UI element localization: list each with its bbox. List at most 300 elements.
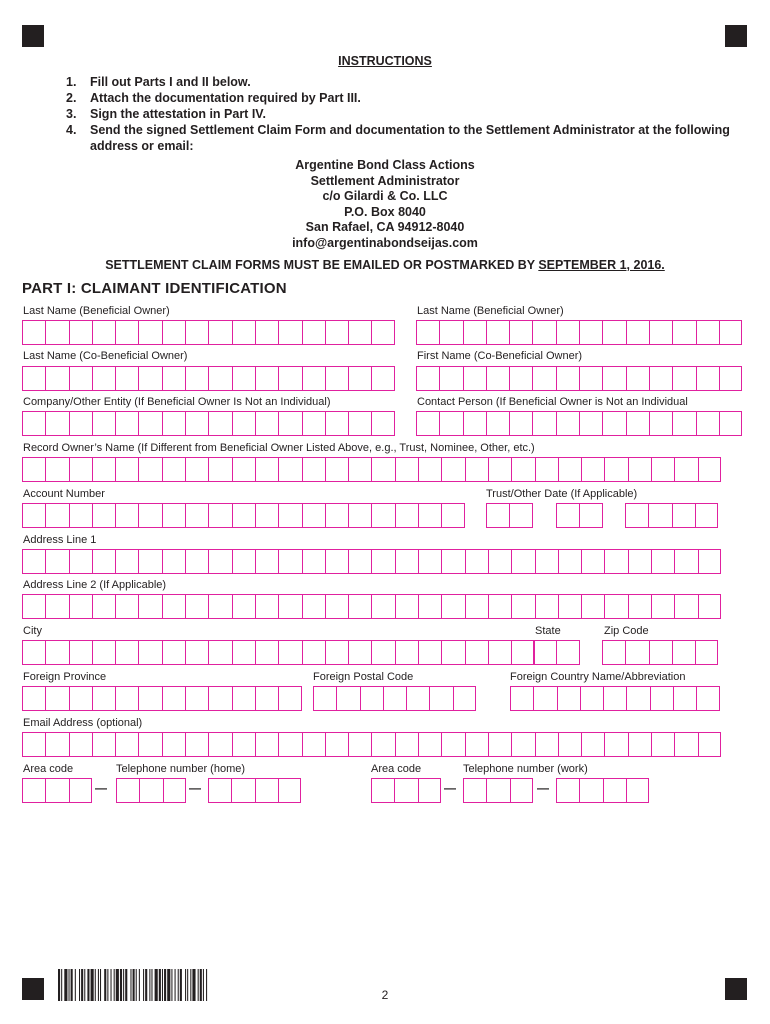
char-box[interactable]: [69, 549, 92, 574]
char-box[interactable]: [92, 594, 115, 619]
char-box[interactable]: [650, 686, 673, 711]
char-box[interactable]: [115, 503, 138, 528]
char-box[interactable]: [628, 594, 651, 619]
char-box[interactable]: [602, 640, 625, 665]
char-box[interactable]: [22, 457, 45, 482]
char-box[interactable]: [115, 549, 138, 574]
char-box[interactable]: [696, 366, 719, 391]
char-box[interactable]: [232, 320, 255, 345]
char-box[interactable]: [626, 411, 649, 436]
char-box[interactable]: [556, 366, 579, 391]
char-box[interactable]: [138, 549, 161, 574]
char-box[interactable]: [336, 686, 359, 711]
char-box[interactable]: [92, 503, 115, 528]
char-box[interactable]: [45, 549, 68, 574]
char-box[interactable]: [371, 549, 394, 574]
char-box[interactable]: [232, 732, 255, 757]
char-box[interactable]: [429, 686, 452, 711]
char-box[interactable]: [395, 594, 418, 619]
char-box[interactable]: [463, 320, 486, 345]
char-box[interactable]: [463, 366, 486, 391]
char-box[interactable]: [486, 778, 509, 803]
char-box[interactable]: [115, 366, 138, 391]
char-box[interactable]: [395, 640, 418, 665]
char-box[interactable]: [115, 594, 138, 619]
char-box[interactable]: [231, 778, 254, 803]
char-box[interactable]: [465, 549, 488, 574]
char-box[interactable]: [69, 320, 92, 345]
char-box[interactable]: [302, 320, 325, 345]
char-box[interactable]: [626, 686, 649, 711]
char-box[interactable]: [278, 411, 301, 436]
char-box[interactable]: [208, 320, 231, 345]
char-box[interactable]: [45, 411, 68, 436]
char-box[interactable]: [486, 503, 509, 528]
char-box[interactable]: [232, 411, 255, 436]
char-box[interactable]: [509, 320, 532, 345]
char-box[interactable]: [439, 366, 462, 391]
char-box[interactable]: [651, 732, 674, 757]
char-box[interactable]: [255, 457, 278, 482]
char-box[interactable]: [45, 732, 68, 757]
char-box[interactable]: [138, 503, 161, 528]
char-box[interactable]: [115, 457, 138, 482]
char-box[interactable]: [45, 640, 68, 665]
char-box[interactable]: [672, 411, 695, 436]
char-box[interactable]: [255, 366, 278, 391]
char-box[interactable]: [278, 640, 301, 665]
char-box[interactable]: [371, 320, 394, 345]
char-box[interactable]: [511, 457, 534, 482]
char-box[interactable]: [278, 594, 301, 619]
char-box[interactable]: [441, 549, 464, 574]
char-box[interactable]: [185, 686, 208, 711]
char-box[interactable]: [45, 686, 68, 711]
char-box[interactable]: [348, 549, 371, 574]
char-box[interactable]: [674, 549, 697, 574]
char-box[interactable]: [556, 503, 579, 528]
char-box[interactable]: [535, 594, 558, 619]
char-box[interactable]: [348, 366, 371, 391]
char-box[interactable]: [580, 686, 603, 711]
char-box[interactable]: [22, 732, 45, 757]
char-box[interactable]: [348, 457, 371, 482]
char-box[interactable]: [604, 549, 627, 574]
char-box[interactable]: [579, 503, 602, 528]
char-box[interactable]: [45, 594, 68, 619]
char-box[interactable]: [602, 320, 625, 345]
char-box[interactable]: [649, 411, 672, 436]
char-box[interactable]: [185, 640, 208, 665]
char-box[interactable]: [463, 411, 486, 436]
char-box[interactable]: [162, 366, 185, 391]
char-box[interactable]: [558, 732, 581, 757]
char-box[interactable]: [626, 320, 649, 345]
char-box[interactable]: [383, 686, 406, 711]
char-box[interactable]: [348, 732, 371, 757]
char-box[interactable]: [581, 549, 604, 574]
char-box[interactable]: [138, 594, 161, 619]
char-box[interactable]: [556, 778, 579, 803]
char-box[interactable]: [45, 778, 68, 803]
char-box[interactable]: [696, 686, 719, 711]
char-box[interactable]: [348, 503, 371, 528]
char-box[interactable]: [625, 640, 648, 665]
char-box[interactable]: [278, 686, 301, 711]
char-box[interactable]: [232, 366, 255, 391]
char-box[interactable]: [511, 732, 534, 757]
char-box[interactable]: [302, 457, 325, 482]
char-box[interactable]: [163, 778, 186, 803]
char-box[interactable]: [463, 778, 486, 803]
char-box[interactable]: [185, 366, 208, 391]
char-box[interactable]: [138, 686, 161, 711]
char-box[interactable]: [395, 457, 418, 482]
char-box[interactable]: [556, 411, 579, 436]
char-box[interactable]: [255, 594, 278, 619]
char-box[interactable]: [302, 503, 325, 528]
char-box[interactable]: [558, 594, 581, 619]
char-box[interactable]: [139, 778, 162, 803]
char-box[interactable]: [162, 640, 185, 665]
char-box[interactable]: [604, 457, 627, 482]
char-box[interactable]: [602, 411, 625, 436]
char-box[interactable]: [558, 457, 581, 482]
char-box[interactable]: [22, 778, 45, 803]
char-box[interactable]: [208, 457, 231, 482]
char-box[interactable]: [22, 366, 45, 391]
char-box[interactable]: [532, 366, 555, 391]
char-box[interactable]: [278, 549, 301, 574]
char-box[interactable]: [325, 594, 348, 619]
char-box[interactable]: [92, 366, 115, 391]
char-box[interactable]: [255, 778, 278, 803]
char-box[interactable]: [69, 732, 92, 757]
char-box[interactable]: [162, 320, 185, 345]
char-box[interactable]: [69, 411, 92, 436]
char-box[interactable]: [695, 503, 718, 528]
char-box[interactable]: [69, 594, 92, 619]
char-box[interactable]: [255, 549, 278, 574]
char-box[interactable]: [698, 594, 721, 619]
char-box[interactable]: [162, 594, 185, 619]
char-box[interactable]: [92, 640, 115, 665]
char-box[interactable]: [418, 457, 441, 482]
char-box[interactable]: [22, 640, 45, 665]
char-box[interactable]: [441, 732, 464, 757]
char-box[interactable]: [45, 503, 68, 528]
char-box[interactable]: [628, 732, 651, 757]
char-box[interactable]: [486, 320, 509, 345]
char-box[interactable]: [695, 640, 718, 665]
char-box[interactable]: [558, 549, 581, 574]
char-box[interactable]: [532, 411, 555, 436]
char-box[interactable]: [92, 732, 115, 757]
char-box[interactable]: [488, 594, 511, 619]
char-box[interactable]: [674, 732, 697, 757]
char-box[interactable]: [278, 732, 301, 757]
char-box[interactable]: [162, 549, 185, 574]
char-box[interactable]: [394, 778, 417, 803]
char-box[interactable]: [92, 549, 115, 574]
char-box[interactable]: [116, 778, 139, 803]
char-box[interactable]: [138, 320, 161, 345]
char-box[interactable]: [672, 366, 695, 391]
char-box[interactable]: [579, 366, 602, 391]
char-box[interactable]: [278, 366, 301, 391]
char-box[interactable]: [255, 320, 278, 345]
char-box[interactable]: [185, 320, 208, 345]
char-box[interactable]: [45, 320, 68, 345]
char-box[interactable]: [22, 320, 45, 345]
char-box[interactable]: [579, 411, 602, 436]
char-box[interactable]: [698, 549, 721, 574]
char-box[interactable]: [185, 457, 208, 482]
char-box[interactable]: [672, 640, 695, 665]
char-box[interactable]: [509, 503, 532, 528]
char-box[interactable]: [69, 686, 92, 711]
char-box[interactable]: [185, 549, 208, 574]
char-box[interactable]: [371, 640, 394, 665]
char-box[interactable]: [22, 411, 45, 436]
char-box[interactable]: [673, 686, 696, 711]
char-box[interactable]: [698, 457, 721, 482]
char-box[interactable]: [651, 594, 674, 619]
char-box[interactable]: [418, 778, 441, 803]
char-box[interactable]: [185, 732, 208, 757]
char-box[interactable]: [325, 366, 348, 391]
char-box[interactable]: [232, 457, 255, 482]
char-box[interactable]: [115, 320, 138, 345]
char-box[interactable]: [348, 411, 371, 436]
char-box[interactable]: [604, 732, 627, 757]
char-box[interactable]: [418, 594, 441, 619]
char-box[interactable]: [416, 411, 439, 436]
char-box[interactable]: [672, 320, 695, 345]
char-box[interactable]: [22, 549, 45, 574]
char-box[interactable]: [278, 320, 301, 345]
char-box[interactable]: [208, 366, 231, 391]
char-box[interactable]: [698, 732, 721, 757]
char-box[interactable]: [510, 778, 533, 803]
char-box[interactable]: [92, 686, 115, 711]
char-box[interactable]: [255, 686, 278, 711]
char-box[interactable]: [603, 686, 626, 711]
char-box[interactable]: [208, 778, 231, 803]
char-box[interactable]: [649, 320, 672, 345]
char-box[interactable]: [208, 503, 231, 528]
char-box[interactable]: [441, 640, 464, 665]
char-box[interactable]: [325, 549, 348, 574]
char-box[interactable]: [138, 732, 161, 757]
char-box[interactable]: [185, 503, 208, 528]
char-box[interactable]: [628, 549, 651, 574]
char-box[interactable]: [325, 457, 348, 482]
char-box[interactable]: [649, 366, 672, 391]
char-box[interactable]: [649, 640, 672, 665]
char-box[interactable]: [278, 457, 301, 482]
char-box[interactable]: [488, 457, 511, 482]
char-box[interactable]: [208, 732, 231, 757]
char-box[interactable]: [509, 366, 532, 391]
char-box[interactable]: [603, 778, 626, 803]
char-box[interactable]: [511, 640, 534, 665]
char-box[interactable]: [651, 549, 674, 574]
char-box[interactable]: [348, 640, 371, 665]
char-box[interactable]: [625, 503, 648, 528]
char-box[interactable]: [719, 411, 742, 436]
char-box[interactable]: [581, 457, 604, 482]
char-box[interactable]: [441, 503, 464, 528]
char-box[interactable]: [371, 778, 394, 803]
char-box[interactable]: [162, 503, 185, 528]
char-box[interactable]: [395, 732, 418, 757]
char-box[interactable]: [115, 686, 138, 711]
char-box[interactable]: [115, 640, 138, 665]
char-box[interactable]: [439, 320, 462, 345]
char-box[interactable]: [92, 411, 115, 436]
char-box[interactable]: [313, 686, 336, 711]
char-box[interactable]: [138, 366, 161, 391]
char-box[interactable]: [208, 594, 231, 619]
char-box[interactable]: [488, 732, 511, 757]
char-box[interactable]: [278, 503, 301, 528]
char-box[interactable]: [69, 457, 92, 482]
char-box[interactable]: [255, 732, 278, 757]
char-box[interactable]: [371, 732, 394, 757]
char-box[interactable]: [22, 503, 45, 528]
char-box[interactable]: [465, 732, 488, 757]
char-box[interactable]: [162, 411, 185, 436]
char-box[interactable]: [416, 320, 439, 345]
char-box[interactable]: [674, 594, 697, 619]
char-box[interactable]: [348, 320, 371, 345]
char-box[interactable]: [579, 320, 602, 345]
char-box[interactable]: [511, 594, 534, 619]
char-box[interactable]: [648, 503, 671, 528]
char-box[interactable]: [418, 503, 441, 528]
char-box[interactable]: [302, 411, 325, 436]
char-box[interactable]: [532, 320, 555, 345]
char-box[interactable]: [232, 503, 255, 528]
char-box[interactable]: [581, 594, 604, 619]
char-box[interactable]: [511, 549, 534, 574]
char-box[interactable]: [302, 549, 325, 574]
char-box[interactable]: [255, 503, 278, 528]
char-box[interactable]: [486, 411, 509, 436]
char-box[interactable]: [69, 366, 92, 391]
char-box[interactable]: [45, 366, 68, 391]
char-box[interactable]: [465, 457, 488, 482]
char-box[interactable]: [232, 640, 255, 665]
char-box[interactable]: [535, 549, 558, 574]
char-box[interactable]: [465, 594, 488, 619]
char-box[interactable]: [602, 366, 625, 391]
char-box[interactable]: [626, 366, 649, 391]
char-box[interactable]: [22, 686, 45, 711]
char-box[interactable]: [360, 686, 383, 711]
char-box[interactable]: [418, 732, 441, 757]
char-box[interactable]: [581, 732, 604, 757]
char-box[interactable]: [395, 503, 418, 528]
char-box[interactable]: [115, 411, 138, 436]
char-box[interactable]: [255, 411, 278, 436]
char-box[interactable]: [453, 686, 476, 711]
char-box[interactable]: [406, 686, 429, 711]
char-box[interactable]: [138, 411, 161, 436]
char-box[interactable]: [302, 366, 325, 391]
char-box[interactable]: [325, 640, 348, 665]
char-box[interactable]: [302, 594, 325, 619]
char-box[interactable]: [651, 457, 674, 482]
char-box[interactable]: [674, 457, 697, 482]
char-box[interactable]: [416, 366, 439, 391]
char-box[interactable]: [488, 549, 511, 574]
char-box[interactable]: [325, 732, 348, 757]
char-box[interactable]: [510, 686, 533, 711]
char-box[interactable]: [162, 457, 185, 482]
char-box[interactable]: [92, 320, 115, 345]
char-box[interactable]: [418, 549, 441, 574]
char-box[interactable]: [371, 366, 394, 391]
char-box[interactable]: [185, 594, 208, 619]
char-box[interactable]: [604, 594, 627, 619]
char-box[interactable]: [465, 640, 488, 665]
char-box[interactable]: [348, 594, 371, 619]
char-box[interactable]: [208, 640, 231, 665]
char-box[interactable]: [533, 686, 556, 711]
char-box[interactable]: [69, 778, 92, 803]
char-box[interactable]: [325, 503, 348, 528]
char-box[interactable]: [371, 411, 394, 436]
char-box[interactable]: [441, 594, 464, 619]
char-box[interactable]: [672, 503, 695, 528]
char-box[interactable]: [138, 457, 161, 482]
char-box[interactable]: [371, 457, 394, 482]
char-box[interactable]: [509, 411, 532, 436]
char-box[interactable]: [488, 640, 511, 665]
char-box[interactable]: [371, 503, 394, 528]
char-box[interactable]: [719, 366, 742, 391]
char-box[interactable]: [439, 411, 462, 436]
char-box[interactable]: [696, 411, 719, 436]
char-box[interactable]: [719, 320, 742, 345]
char-box[interactable]: [696, 320, 719, 345]
char-box[interactable]: [418, 640, 441, 665]
char-box[interactable]: [69, 640, 92, 665]
char-box[interactable]: [92, 457, 115, 482]
char-box[interactable]: [325, 320, 348, 345]
char-box[interactable]: [556, 640, 579, 665]
char-box[interactable]: [325, 411, 348, 436]
char-box[interactable]: [579, 778, 602, 803]
char-box[interactable]: [208, 686, 231, 711]
char-box[interactable]: [115, 732, 138, 757]
char-box[interactable]: [208, 411, 231, 436]
char-box[interactable]: [486, 366, 509, 391]
char-box[interactable]: [395, 549, 418, 574]
char-box[interactable]: [185, 411, 208, 436]
char-box[interactable]: [232, 686, 255, 711]
char-box[interactable]: [371, 594, 394, 619]
char-box[interactable]: [69, 503, 92, 528]
char-box[interactable]: [232, 594, 255, 619]
char-box[interactable]: [232, 549, 255, 574]
char-box[interactable]: [557, 686, 580, 711]
char-box[interactable]: [138, 640, 161, 665]
char-box[interactable]: [162, 686, 185, 711]
char-box[interactable]: [556, 320, 579, 345]
